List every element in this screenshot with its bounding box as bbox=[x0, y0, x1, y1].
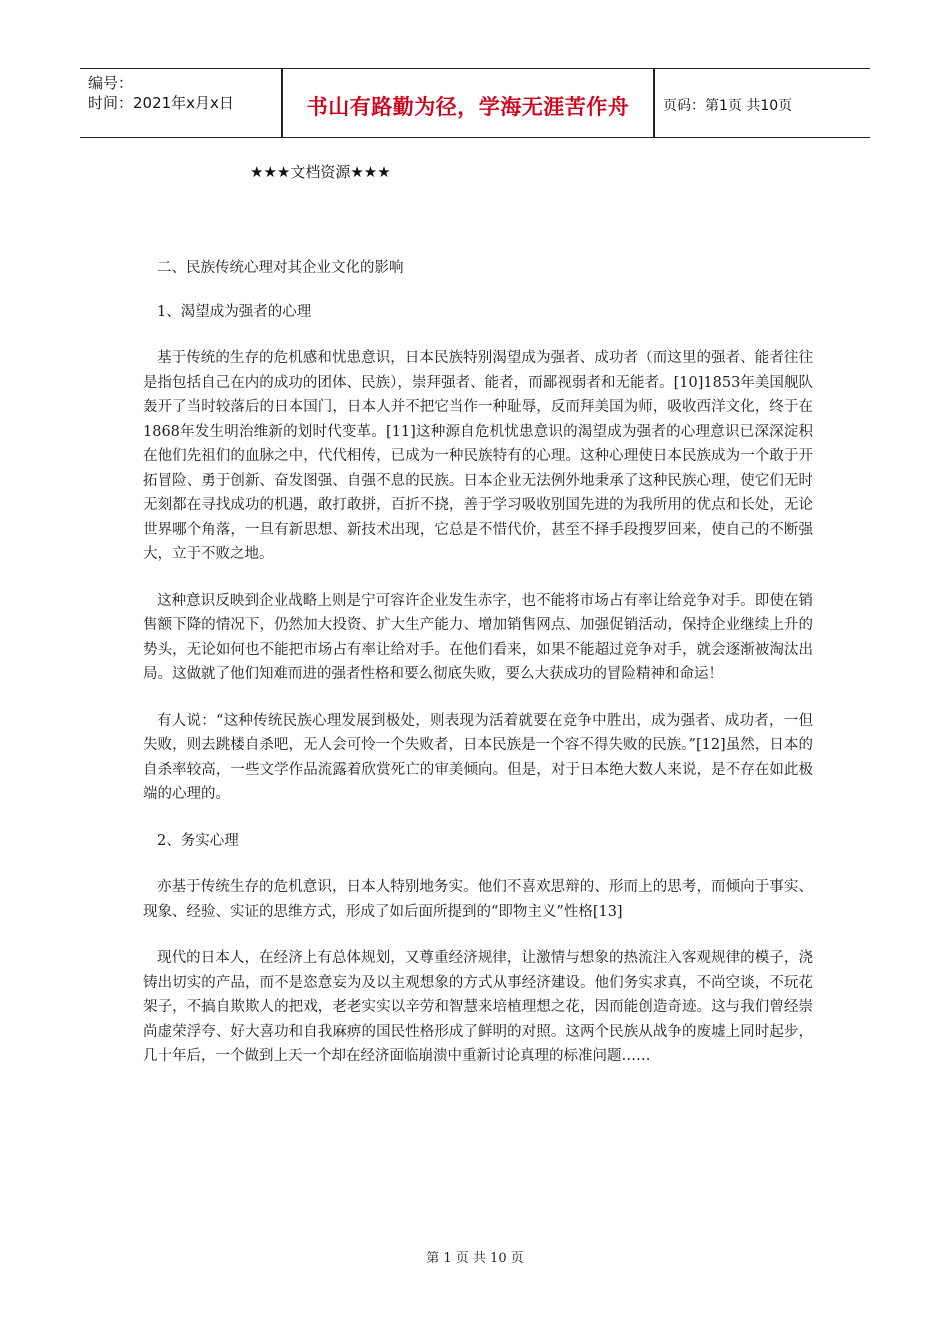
section-title: 二、民族传统心理对其企业文化的影响 bbox=[157, 260, 404, 276]
document-body bbox=[143, 256, 813, 1069]
subsection-title: 2、务实心理 bbox=[157, 832, 239, 849]
subsection-title: 1、渴望成为强者的心理 bbox=[157, 303, 312, 320]
paragraph: 基于传统的生存的危机感和忧患意识，日本民族特别渴望成为强者、成功者（而这里的强者、能者往往是指包括自己在内的成功的团体、民族），崇拜强者、能者，而鄙视弱者和无能者。[10]1853年美国舰队轰开了当时较落后的日本国门，日本人并不把它当作一种耻辱，反而拜美国为师，吸收西洋文化，终于在1868年发生明治维新的划时代变革。[11]这种源自危机忧患意识的渴望成为强者的心理意识已深深淀积在他们先祖们的血脉之中，代代相传，已成为一种民族特有的心理。这种心理使日本民族成为一个敢于开拓冒险、勇于创新、奋发图强、自强不息的民族。日本企业无法例外地秉承了这种民族心理，使它们无时无刻都在寻找成功的机遇，敢打敢拼，百折不挠，善于学习吸收别国先进的为我所用的优点和长处，无论世界哪个角落，一旦有新思想、新技术出现，它总是不惜代价，甚至不择手段搜罗回来，使自己的不断强大，立于不败之地。 bbox=[143, 350, 813, 562]
resource-title: ★★★文档资源★★★ bbox=[250, 163, 391, 181]
header-page-info: 页码：第1页 共10页 bbox=[663, 98, 793, 114]
header-motto: 书山有路勤为径，学海无涯苦作舟 bbox=[306, 95, 630, 119]
number-label: 编号： bbox=[88, 74, 134, 92]
time-label: 时间：2021年x月x日 bbox=[88, 94, 234, 112]
header-meta bbox=[88, 73, 278, 113]
page-footer: 第 1 页 共 10 页 bbox=[426, 1251, 524, 1266]
paragraph: 亦基于传统生存的危机意识，日本人特别地务实。他们不喜欢思辩的、形而上的思考，而倾向于事实、现象、经验、实证的思维方式，形成了如后面所提到的“即物主义”性格[13] bbox=[143, 879, 813, 920]
header-divider bbox=[653, 69, 655, 137]
header-table bbox=[80, 68, 870, 138]
paragraph: 有人说：“这种传统民族心理发展到极处，则表现为活着就要在竞争中胜出，成为强者、成功者，一但失败，则去跳楼自杀吧，无人会可怜一个失败者，日本民族是一个容不得失败的民族。”[12]虽然，日本的自杀率较高，一些文学作品流露着欣赏死亡的审美倾向。但是，对于日本绝大数人来说，是不存在如此极端的心理的。 bbox=[143, 712, 813, 802]
paragraph: 这种意识反映到企业战略上则是宁可容许企业发生赤字，也不能将市场占有率让给竞争对手。即使在销售额下降的情况下，仍然加大投资、扩大生产能力、增加销售网点、加强促销活动，保持企业继续上升的势头，无论如何也不能把市场占有率让给对手。在他们看来，如果不能超过竞争对手，就会逐渐被淘汰出局。这做就了他们知难而进的强者性格和要么彻底失败，要么大获成功的冒险精神和命运！ bbox=[143, 592, 813, 682]
paragraph: 现代的日本人，在经济上有总体规划，又尊重经济规律，让激情与想象的热流注入客观规律的模子，浇铸出切实的产品，而不是恣意妄为及以主观想象的方式从事经济建设。他们务实求真，不尚空谈，不玩花架子，不搞自欺欺人的把戏，老老实实以辛劳和智慧来培植理想之花，因而能创造奇迹。这与我们曾经崇尚虚荣浮夸、好大喜功和自我麻痹的国民性格形成了鲜明的对照。这两个民族从战争的废墟上同时起步，几十年后，一个做到上天一个却在经济面临崩溃中重新讨论真理的标准问题…… bbox=[143, 950, 813, 1064]
